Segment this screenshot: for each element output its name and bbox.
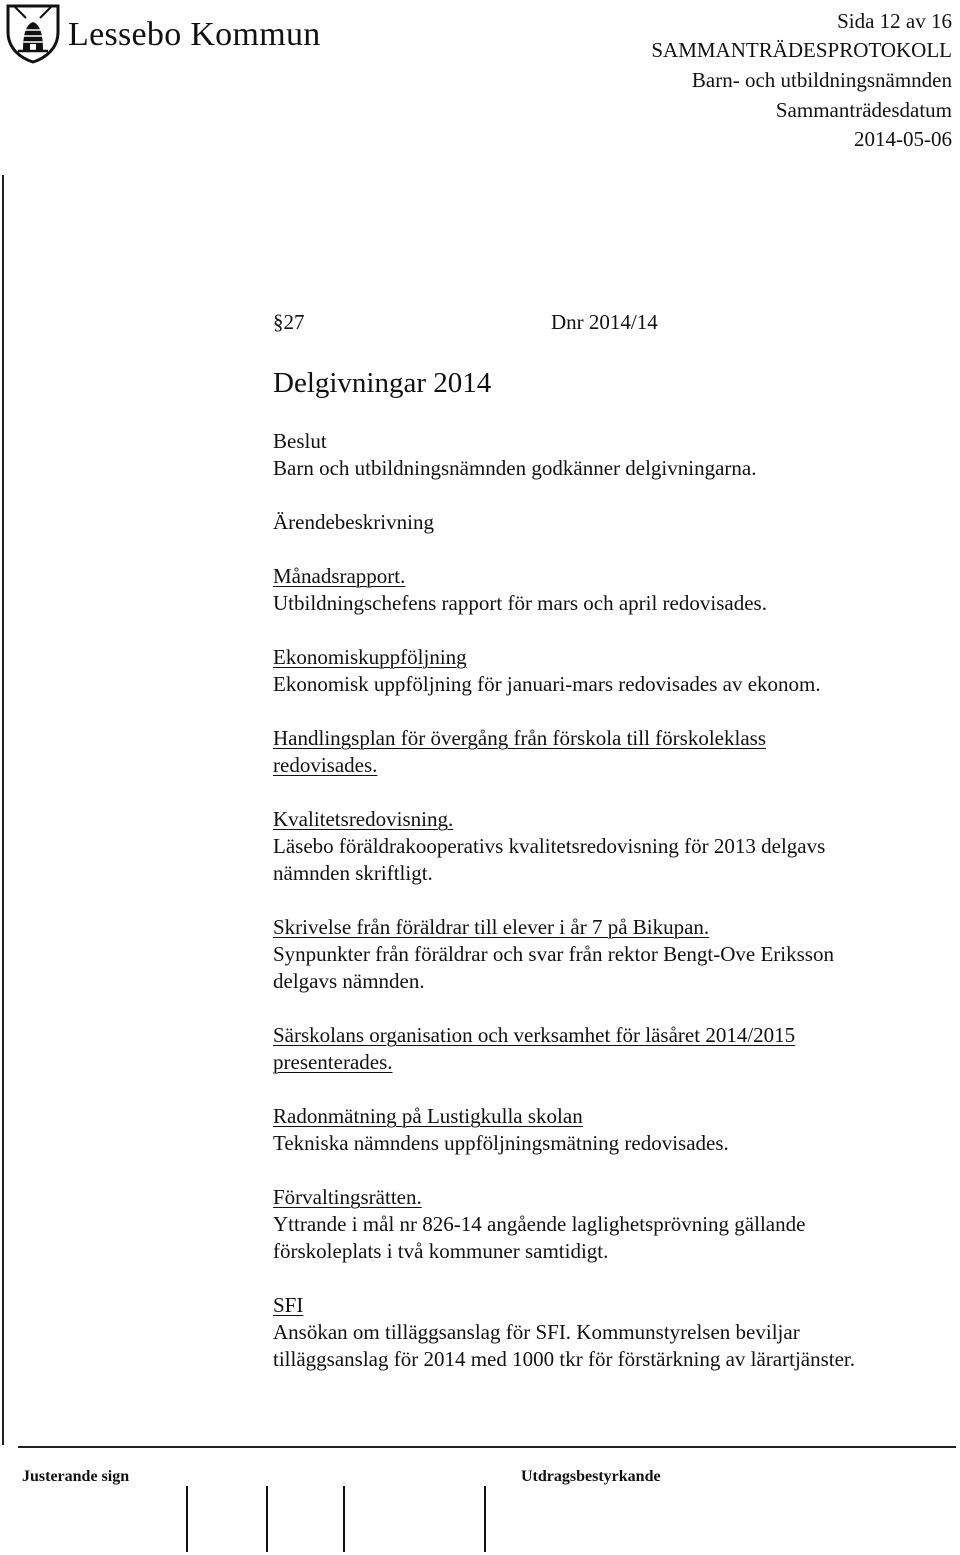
justerande-sign-label: Justerande sign [22,1468,130,1485]
item-title: Ekonomiskuppföljning [273,645,467,669]
logo-text: Lessebo Kommun [68,16,321,53]
meeting-date-label: Sammanträdesdatum [775,98,952,122]
item-title: Radonmätning på Lustigkulla skolan [273,1104,583,1128]
item-title: SFI [273,1293,304,1317]
beslut-text: Barn och utbildningsnämnden godkänner delgivningarna. [273,456,757,480]
page-number: Sida 12 av 16 [837,9,952,33]
item-title: Skrivelse från föräldrar till elever i år 7 på Bikupan. [273,915,710,939]
item-text: Ekonomisk uppföljning för januari-mars redovisades av ekonom. [273,672,821,696]
protocol-title: SAMMANTRÄDESPROTOKOLL [651,38,952,62]
signature-divider [343,1486,345,1552]
item-title: redovisades. [273,753,378,777]
signature-divider [266,1486,268,1552]
committee-name: Barn- och utbildningsnämnden [691,68,952,92]
item-text: delgavs nämnden. [273,969,425,993]
item-title: Kvalitetsredovisning. [273,807,454,831]
item-text: Yttrande i mål nr 826-14 angående laglighetsprövning gällande [273,1212,806,1236]
footer-rule [18,1446,956,1448]
item-title: Månadsrapport. [273,564,406,588]
item-text: Tekniska nämndens uppföljningsmätning redovisades. [273,1131,729,1155]
item-text: tilläggsanslag för 2014 med 1000 tkr för förstärkning av lärartjänster. [273,1347,856,1371]
item-title: presenterades. [273,1050,393,1074]
utdragsbestyrkande-label: Utdragsbestyrkande [521,1468,661,1485]
item-text: Läsebo föräldrakooperativs kvalitetsredovisning för 2013 delgavs [273,834,826,858]
item-title: Handlingsplan för övergång från förskola till förskoleklass [273,726,766,750]
item-title: Särskolans organisation och verksamhet för läsåret 2014/2015 [273,1023,796,1047]
arende-heading: Ärendebeskrivning [273,510,434,534]
municipality-logo [4,2,364,66]
signature-divider [186,1486,188,1552]
item-title: Förvaltingsrätten. [273,1185,422,1209]
item-text: Utbildningschefens rapport för mars och april redovisades. [273,591,767,615]
section-title: Delgivningar 2014 [273,367,492,399]
item-text: nämnden skriftligt. [273,861,433,885]
signature-divider [484,1486,486,1552]
beehive-shield-icon [4,2,62,64]
paragraph-number: §27 [273,310,305,334]
item-text: Ansökan om tilläggsanslag för SFI. Kommunstyrelsen beviljar [273,1320,800,1344]
meeting-date: 2014-05-06 [854,127,952,151]
dnr-number: Dnr 2014/14 [551,310,658,334]
beslut-heading: Beslut [273,429,327,453]
item-text: Synpunkter från föräldrar och svar från rektor Bengt-Ove Eriksson [273,942,834,966]
margin-line [2,175,4,1445]
item-text: förskoleplats i två kommuner samtidigt. [273,1239,609,1263]
